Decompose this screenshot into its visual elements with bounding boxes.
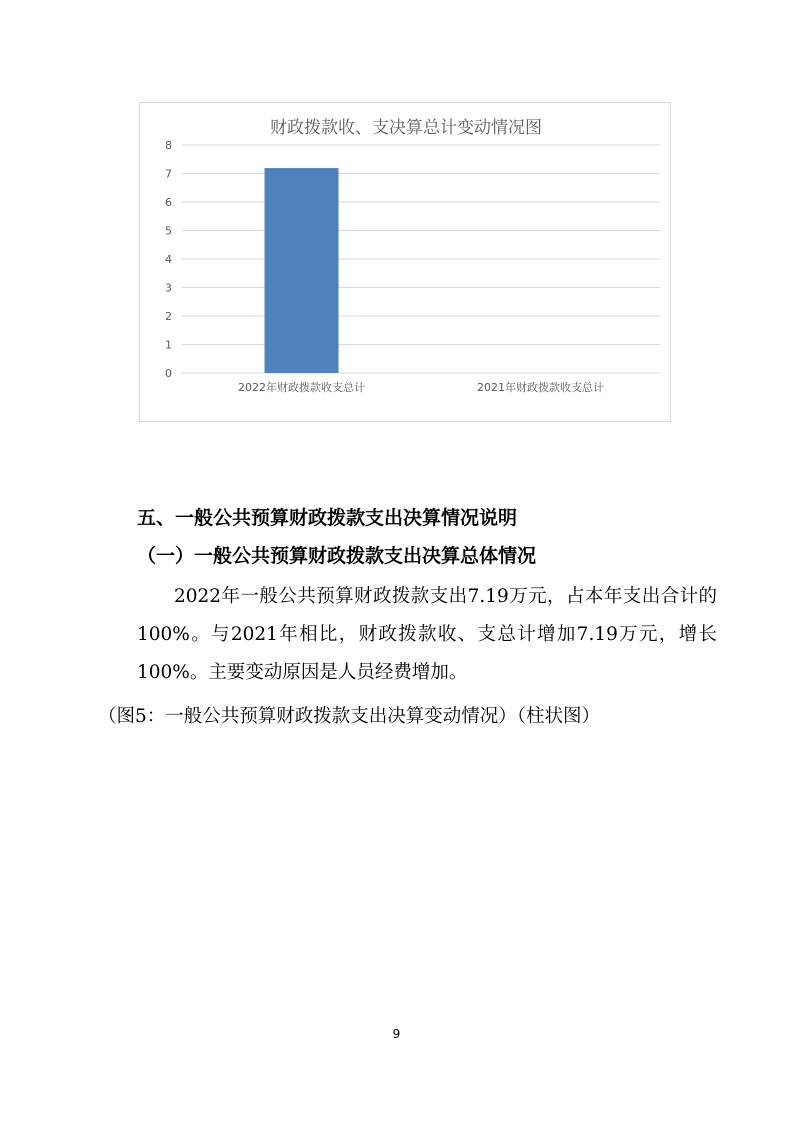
chart-title: 财政拨款收、支决算总计变动情况图 xyxy=(270,118,542,138)
x-category-label: 2021年财政拨款收支总计 xyxy=(477,381,604,394)
y-tick-label: 2 xyxy=(165,310,172,323)
figure-caption: （图5：一般公共预算财政拨款支出决算变动情况）（柱状图） xyxy=(98,706,601,727)
y-axis-ticks xyxy=(165,139,172,380)
body-paragraph: 2022年一般公共预算财政拨款支出7.19万元，占本年支出合计的100%。与2021年相比，财政拨款收、支总计增加7.19万元，增长100%。主要变动原因是人员经费增加。 xyxy=(137,586,717,683)
y-tick-label: 8 xyxy=(165,139,172,152)
bars xyxy=(265,168,339,373)
subsection-heading: （一）一般公共预算财政拨款支出决算总体情况 xyxy=(137,545,537,567)
bar-1 xyxy=(265,168,339,373)
grid-lines xyxy=(182,145,660,373)
bar-chart xyxy=(139,102,671,422)
y-tick-label: 1 xyxy=(165,338,172,352)
section-heading: 五、一般公共预算财政拨款支出决算情况说明 xyxy=(137,507,518,529)
y-tick-label: 4 xyxy=(165,253,172,266)
y-tick-label: 7 xyxy=(165,167,172,181)
y-tick-label: 0 xyxy=(165,367,172,380)
x-axis-labels xyxy=(238,380,604,394)
y-tick-label: 5 xyxy=(165,224,172,238)
x-category-label: 2022年财政拨款收支总计 xyxy=(238,381,365,394)
y-tick-label: 3 xyxy=(165,281,172,295)
chart-svg xyxy=(140,103,672,423)
y-tick-label: 6 xyxy=(165,196,172,209)
page-number: 9 xyxy=(392,1027,401,1041)
